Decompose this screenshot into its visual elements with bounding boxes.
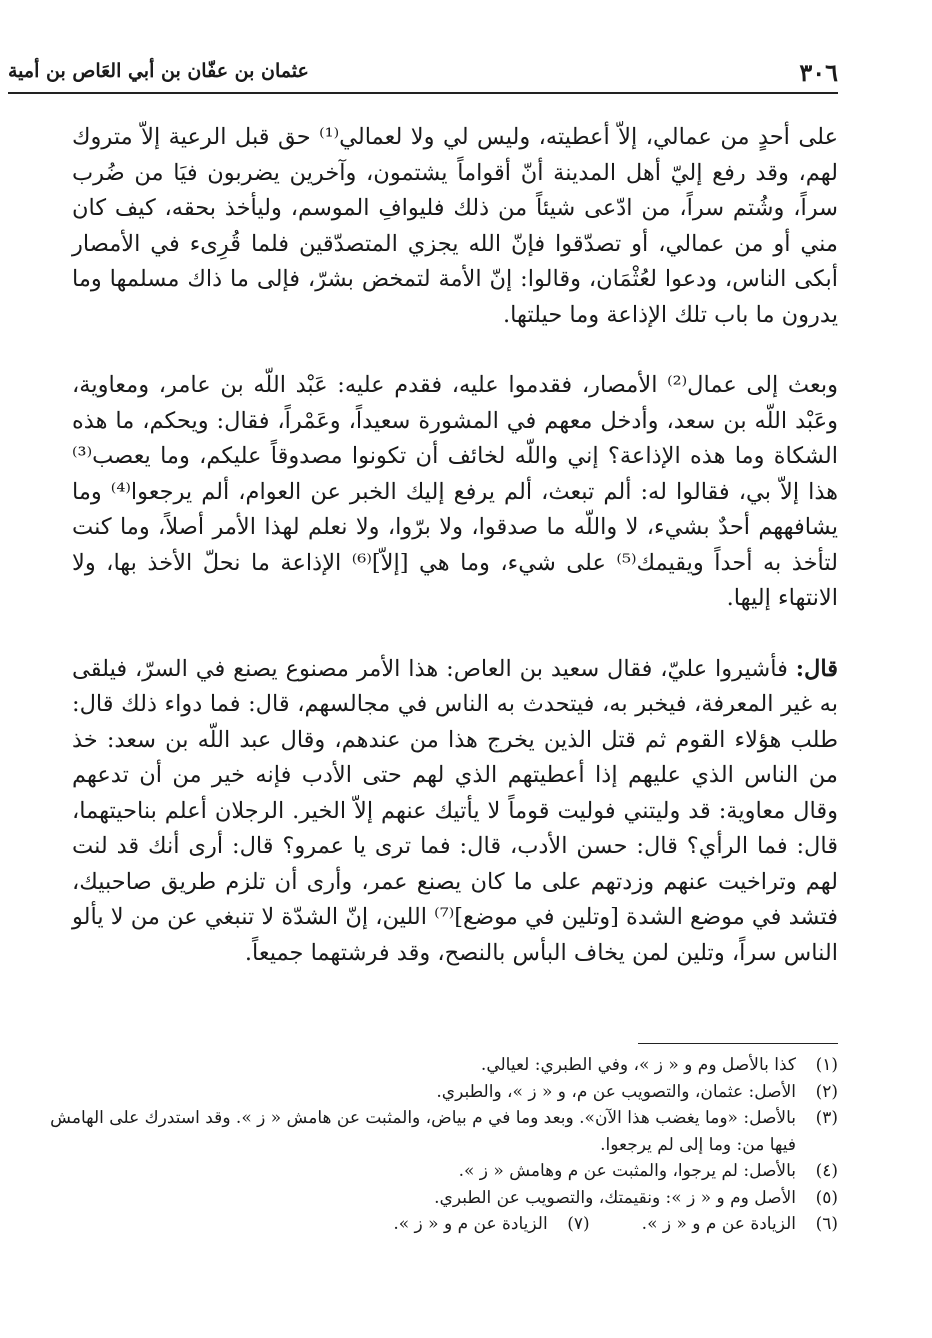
paragraph-1: على أحدٍ من عمالي، إلاّ أعطيته، وليس لي ولا لعمالي⁽¹⁾ حق قبل الرعية إلاّ متروك لهم، وقد رفع إليّ أهل المدينة أنّ أقواماً يشتمون، وآخرين يضربون فيَا من ضُرب سراً، وشُتم سراً، من ادّعى شيئاً من ذلك فليوافِ الموسم، وليأخذ بحقه، كيف كان مني أو من عمالي، أو تصدّقوا فإنّ الله يجزي المتصدّقين فلما قُرِىء في الأمصار أبكى الناس، ودعوا لعُثْمَان، وقالوا: إنّ الأمة لتمخض بشرّ، فإلى ما ذاك مسلمها وما يدرون ما باب تلك الإذاعة وما حيلتها. bbox=[72, 124, 839, 328]
footnote-text: الأصل: عثمان، والتصويب عن م، و « ز »، والطبري. bbox=[436, 1081, 796, 1102]
footnote-number: (٤) bbox=[815, 1161, 838, 1181]
running-title: عثمان بن عفّان بن أبي العَاص بن أمية bbox=[8, 60, 309, 82]
footnote-5 bbox=[34, 1185, 838, 1212]
footnote-3-continuation: فيها من: وما إلى لم يرجعوا. bbox=[600, 1134, 796, 1155]
paragraph-gap bbox=[72, 333, 838, 368]
paragraph-gap bbox=[72, 617, 838, 652]
footnote-row-6-7 bbox=[34, 1211, 838, 1238]
footnote-number: (٦) bbox=[815, 1214, 838, 1234]
footnote-1 bbox=[34, 1052, 838, 1079]
footnote-text: بالأصل: «وما يغضب هذا الآن». وبعد وما في م بياض، والمثبت عن هامش « ز ». وقد استدرك على الهامش bbox=[50, 1108, 796, 1128]
footnote-7 bbox=[393, 1211, 589, 1238]
footnote-4 bbox=[34, 1158, 838, 1185]
footnote-text: الأصل وم و « ز »: ونقيمتك، والتصويب عن الطبري. bbox=[434, 1187, 796, 1208]
footnote-number: (٣) bbox=[815, 1108, 838, 1128]
footnotes bbox=[34, 1052, 838, 1238]
footnote-text: الزيادة عن م و « ز ». bbox=[393, 1214, 548, 1234]
paragraph-3-text: فأشيروا عليّ، فقال سعيد بن العاص: هذا الأمر مصنوع يصنع في السرّ، فيلقى به غير المعرفة، فيخبر به، فيتحدث به الناس في مجالسهم، قال: فما دواء ذلك قال: طلب هؤلاء القوم ثم قتل الذين يخرج هذا من عندهم، وقال عبد اللّه بن سعد: خذ من الناس الذي عليهم إذا أعطيتهم الذي لهم حتى الأدب فإنه خير من أن تدعهم وقال معاوية: قد وليتني فوليت قوماً لا يأتيك عنهم إلاّ الخير. الرجلان أعلم بناحيتهما، قال: فما الرأي؟ قال: حسن الأدب، قال: فما ترى يا عمرو؟ قال: أرى أنك قد لنت لهم وتراخيت عنهم وزدتهم على ما كان يصنع عمر، وأرى أن تلزم طريق صاحبيك، فتشد في موضع الشدة [وتلين في موضع]⁽⁷⁾ اللين، إنّ الشدّة لا تنبغي عن من لا يألو الناس سراً، وتلين لمن يخاف البأس بالنصح، وقد فرشتهما جميعاً. bbox=[72, 655, 839, 966]
footnote-separator bbox=[638, 1043, 838, 1044]
footnote-2 bbox=[34, 1079, 838, 1106]
footnote-number: (٥) bbox=[815, 1187, 838, 1208]
footnote-number: (١) bbox=[815, 1055, 838, 1075]
footnote-number: (٧) bbox=[567, 1214, 590, 1234]
page-header bbox=[8, 56, 838, 94]
footnote-number: (٢) bbox=[815, 1081, 838, 1102]
main-text bbox=[72, 120, 838, 971]
page-number: ٣٠٦ bbox=[799, 58, 838, 87]
footnote-text: الزيادة عن م و « ز ». bbox=[641, 1214, 796, 1234]
footnote-6 bbox=[642, 1211, 838, 1238]
footnote-3 bbox=[34, 1105, 838, 1132]
paragraph-3 bbox=[72, 652, 838, 972]
paragraph-2: وبعث إلى عمال⁽²⁾ الأمصار، فقدموا عليه، فقدم عليه: عَبْد اللّه بن عامر، ومعاوية، وعَبْد اللّه بن سعد، وأدخل معهم في المشورة سعيداً، وعَمْراً، فقال: ويحكم، ما هذه الشكاة وما هذه الإذاعة؟ إني واللّه لخائف أن تكونوا مصدوقاً عليكم، وما يعصب⁽³⁾ هذا إلاّ بي، فقالوا له: ألم تبعث، ألم يرفع إليك الخبر عن العوام، ألم يرجعوا⁽⁴⁾ وما يشافههم أحدٌ بشيء، لا واللّه ما صدقوا، ولا برّوا، ولا نعلم لهذا الأمر أصلاً، وما كنت لتأخذ به أحداً ويقيمك⁽⁵⁾ على شيء، وما هي [إلاّ]⁽⁶⁾ الإذاعة ما نحلّ الأخذ بها، ولا الانتهاء إليها. bbox=[72, 372, 838, 611]
footnote-text: كذا بالأصل وم و « ز »، وفي الطبري: لعيالي. bbox=[480, 1055, 796, 1075]
paragraph-3-lead: قال: bbox=[795, 655, 838, 682]
footnote-text: بالأصل: لم يرجوا، والمثبت عن م وهامش « ز ». bbox=[458, 1161, 796, 1181]
